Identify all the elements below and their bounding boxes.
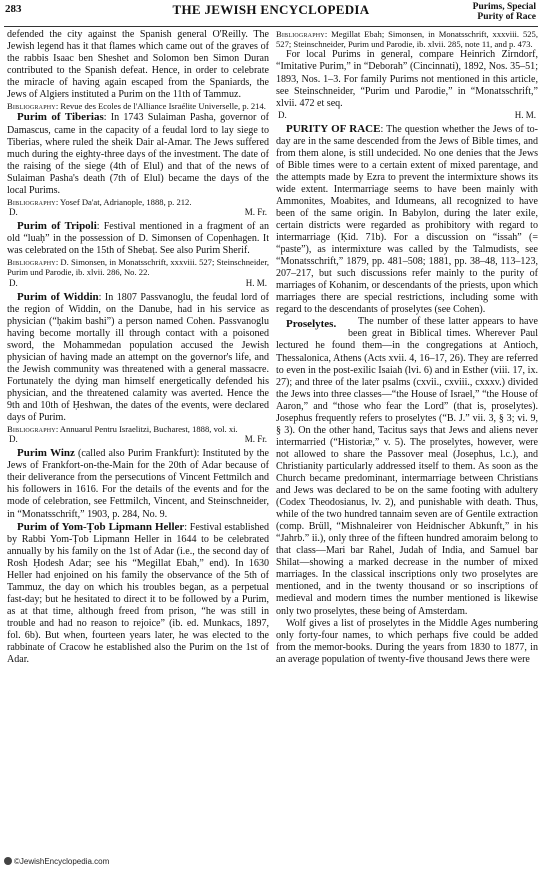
author-signature bbox=[276, 110, 538, 121]
entry-heading: PURITY OF RACE bbox=[286, 122, 381, 135]
paragraph-text: Wolf gives a list of proselytes in the Middle Ages numbering only forty-four names, to which perhaps five could be added from the memor-books. During the years from 1830 to 1877, in an average population of twenty-five thousand Jews there were bbox=[276, 617, 538, 665]
author-signature bbox=[7, 207, 269, 218]
bibliography-label: Bibliography bbox=[7, 101, 56, 112]
header-rule bbox=[4, 26, 538, 27]
bibliography-text: : Yosef Da'at, Adrianople, 1888, p. 212. bbox=[55, 196, 192, 207]
entry-text: (called also Purim Frankfurt): Instituted by the Jews of Frankfort-on-the-Main for the 20th of Adar because of their deliverance from the persecutions of Vincent Fettmilch and his followers in 1616. For the details of the events and for the mode of celebration, see Fettmilch, Vincent, and Steinschneider, in “Monatsschrift,” 1903, p. 284, No. 9. bbox=[7, 448, 269, 520]
signature-left: D. bbox=[9, 434, 18, 445]
footer-text: ©JewishEncyclopedia.com bbox=[14, 856, 110, 866]
page-header bbox=[4, 2, 538, 26]
page-number: 283 bbox=[5, 3, 22, 15]
bibliography bbox=[276, 29, 538, 49]
entry-paragraph bbox=[7, 447, 269, 520]
signature-left: D. bbox=[9, 207, 18, 218]
bibliography bbox=[7, 197, 269, 207]
bibliography-text: : D. Simonsen, in Monatsschrift, xxxviii. 527; Steinschneider, Purim und Parodie, ib. xlvii. 286, No. 22. bbox=[7, 257, 269, 278]
entry-heading: Purim of Tiberias bbox=[17, 111, 104, 124]
entry-text: : In 1743 Sulaiman Pasha, governor of Damascus, came in the capacity of a feudal lord to lay siege to Tiberias, where ruled the sheik Dair al-Amar. The Jews suffered much during the eighty-three days of the investment. The date of the raising of the siege (4th of Elul) and that of the news of Sulaiman Pasha's death (7th of Elul) became the days of the local Purims. bbox=[7, 112, 269, 196]
paragraph bbox=[276, 49, 538, 109]
paragraph bbox=[276, 618, 538, 666]
signature-right: H. M. bbox=[514, 109, 536, 120]
paragraph-text: defended the city against the Spanish general O'Reilly. The Jewish legend has it that flames which came out of the graves of the rabbis Isaac ben Sheshet and Solomon ben Simon Duran contributed to the Spanish defeat. Hence, in order to celebrate the miracle of having again escaped from the Spaniards, the Jews of Algiers instituted a Purim on the 11th of Tammuz. bbox=[7, 29, 269, 101]
entry-heading: Purim of Yom-Ṭob Lipmann Heller bbox=[17, 520, 185, 533]
bibliography-text: : Megillat Ebah; Simonsen, in Monatsschrift, xxxviii. 525, 527; Steinschneider, Purim und Parodie, ib. xlvii. 285, note 11, and p. 473. bbox=[276, 29, 538, 50]
signature-left: D. bbox=[9, 277, 18, 288]
entry-heading: Purim of Widdin bbox=[17, 290, 99, 303]
entry-paragraph bbox=[7, 291, 269, 425]
entry-paragraph bbox=[7, 220, 269, 257]
entry-paragraph bbox=[7, 521, 269, 667]
topic-heading bbox=[473, 2, 536, 22]
bibliography-label: Bibliography bbox=[7, 424, 56, 435]
entry-text: : The question whether the Jews of to-day are in the same descended from the Jews of Bible times, and from them alone, is still undecided. No one denies that the Jews of Bible times were to a certain extent of mixed parentage, and the attempts made by Ezra to prevent the intermixture shows its wide extent. Intermarriage seems to have been mainly with Ammonites, Moabites, and Idumeans, all recognized to have been of the same origin. In Babylon, during the later exile, certain districts were regarded as prohibitory with regard to intermarriage (Ḳid. 71b). For a discussion on “issah” (= “paste”), as intermixture was called by the Talmudists, see “Monatsschrift,” 1879, pp. 481–508; 1881, pp. 38–48, 113–123, 207–217, but such discussions refer mainly to the purity of marriages of Kohanim, or descendants of the priests, upon which marriages there are special restrictions, including some with regard to the descendants of proselytes (see Cohen). bbox=[276, 123, 538, 316]
topic-line-1: Purims, Special bbox=[472, 2, 536, 12]
paragraph-text: For local Purims in general, compare Heinrich Zirndorf, “Imitative Purim,” in “Deborah” (Cincinnati), 1892, Nos. 35–51; 1893, Nos. 1–3. For family Purims not mentioned in this article, see Steinschneider, “Purim und Parodie,” in “Monatsschrift,” xlvii. 472 et seq. bbox=[276, 49, 538, 109]
copyright-icon bbox=[4, 857, 12, 865]
bibliography-text: : Revue des Ecoles de l'Alliance Israélite Universelle, p. 214. bbox=[55, 101, 266, 112]
signature-left: D. bbox=[278, 109, 287, 120]
signature-right: H. M. bbox=[245, 277, 267, 288]
entry-text: : Festival established by Rabbi Yom-Ṭob Lipmann Heller in 1644 to be celebrated annually by his family on the 1st of Adar (i.e., the second day of Rosh Ḥodesh Adar; see his “Megillat Ebah,” end). In 1630 Heller had enjoined on his family the observance of the 5th of Tammuz, the day on which his troubles began, as a perpetual fast-day; but he hesitated to direct it to be followed by a Purim, as at that time, although freed from prison, “he was still in trouble and had no reason to rejoice” (ib. ed. Munkacs, 1897, fol. 6b). But when, fourteen years later, he was elected to the rabbinate of Cracow he established also the Purim on the 1st of Adar. bbox=[7, 521, 269, 666]
running-title: THE JEWISH ENCYCLOPEDIA bbox=[172, 2, 370, 17]
topic-line-2: Purity of Race bbox=[477, 12, 536, 22]
margin-note: Proselytes. bbox=[286, 318, 337, 331]
bibliography-text: : Annuarul Pentru Israelitzi, Bucharest, 1888, vol. xi. bbox=[55, 424, 238, 435]
signature-right: M. Fr. bbox=[244, 207, 267, 218]
bibliography bbox=[7, 257, 269, 277]
bibliography-label: Bibliography bbox=[7, 257, 56, 268]
paragraph bbox=[276, 316, 538, 617]
signature-right: M. Fr. bbox=[244, 434, 267, 445]
footer-credit[interactable] bbox=[4, 856, 109, 868]
entry-text: : In 1807 Passvanoglu, the feudal lord of the region of Widdin, on the Danube, had in his service as physician (“ḥakim bashi”) a person named Cohen. Passvanoglu having become mortally ill through contact with a poisoned sword, the Mohammedan population accused the Jewish physician of having made an attempt on the governor's life, and the Jewish community was threatened with a general massacre. Fortunately the dying man himself energetically defended his physician, and the threatened calamity was averted. Hence the 9th and 10th of Ḥeshwan, the dates of the events, were declared days of Purim. bbox=[7, 291, 269, 424]
author-signature bbox=[7, 434, 269, 445]
bibliography bbox=[7, 424, 269, 434]
bibliography bbox=[7, 101, 269, 111]
left-column bbox=[7, 29, 269, 859]
author-signature bbox=[7, 278, 269, 289]
paragraph bbox=[7, 29, 269, 101]
entry-text: : Festival mentioned in a fragment of an old “luaḥ” in the possession of D. Simonsen of Copenhagen. It was celebrated on the 15th of Shebaṭ. See also Purim Sherif. bbox=[7, 221, 269, 257]
entry-heading: Purim Winz bbox=[17, 447, 75, 460]
entry-paragraph bbox=[276, 123, 538, 317]
bibliography-label: Bibliography bbox=[7, 196, 56, 207]
entry-paragraph bbox=[7, 111, 269, 196]
paragraph-text: The number of these latter appears to have been great in Biblical times. Wherever Paul lectured he found them—in the congregations at Antioch, Thessalonica, Athens (Acts xvii. 4, 16–17, 26). They are referred to even in the post-exilic Isaiah (lvi. 6) and in Esther (viii. 17, ix. 27); and three of the later psalms (cxvii., cxviii., cxxxv.) divided the Jews into three classes—“the House of Israel,” “the House of Aaron,” and “those who fear the Lord” (that is, proselytes). Josephus frequently refers to proselytes (“B. J.” vii. 3, § 3; vi. 9, § 3). On the other hand, Tacitus says that Jews and aliens never intermarried (“Historiæ,” v. 5). The proselytes, however, were not allowed to share the Passover meal (Josephus, l.c.), and Christianity particularly addressed itself to them. As soon as the Church became predominant, intermarriage between Christians and Jews was declared to be on the same footing with adultery (Codex Theodosianus, lv. 2), and punishable with death. Thus, while of the two hundred tannaim seven are of Gentile extraction (comp. Brüll, “Mishnaleirer von Heidnischer Abkunft,” in his “Jahrb.” ii.), only three of the fifteen hundred amoraim belong to that class—Mari bar Rahel, Judah of India, and Samuel bar Shilat—showing a marked decrease in the number of mixed marriages. In the classical inscriptions only two proselytes are mentioned, and in the twenty thousand or so inscriptions of medieval and modern times the number mentioned is likewise only two proselytes, these being of Amsterdam. bbox=[276, 316, 538, 617]
bibliography-label: Bibliography bbox=[276, 29, 325, 39]
right-column bbox=[276, 29, 538, 859]
entry-heading: Purim of Tripoli bbox=[17, 220, 97, 233]
